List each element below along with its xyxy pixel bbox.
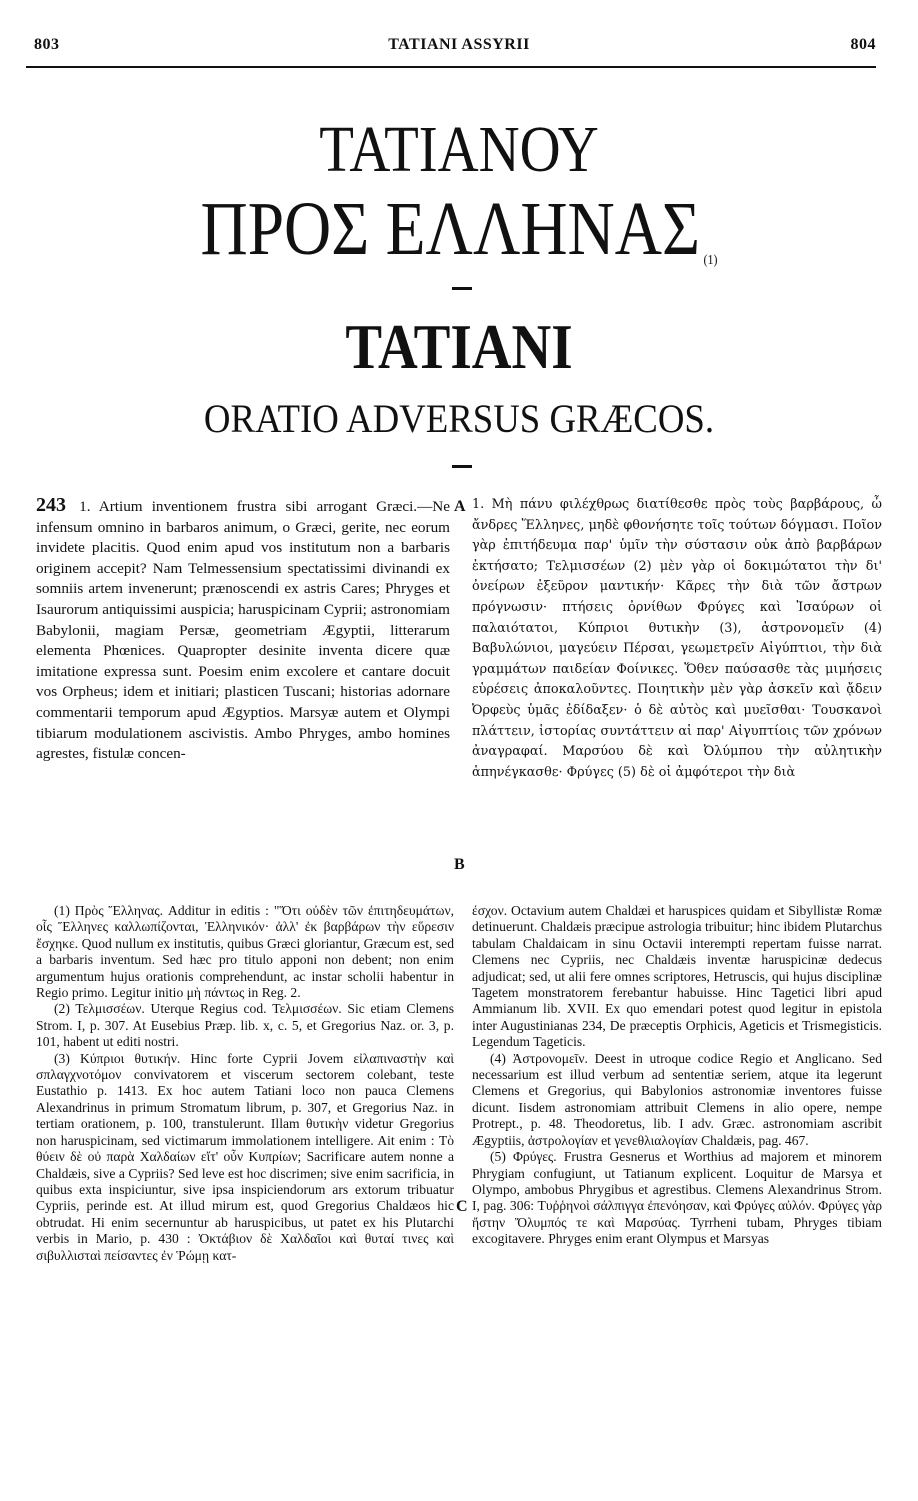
latin-text-column: [36, 495, 450, 765]
marker-b: B: [454, 856, 465, 873]
footnote: (4) Ἀστρονομεῖν. Deest in utroque codice Regio et Anglicano. Sed necessarium est illud verbum ad sententiæ seriem, atque ita legerunt Clemens et Gregorius, qui Babylonios astronomiæ inventores fuisse dicunt. Iisdem astronomiam attribuit Clemens in alio opere, nempe Protrept., p. 48. Theodoretus, lib. I adv. Græc. astronomiam ascribit Ægyptiis, ἀστρολογίαν et γενεθλιαλογίαν Chaldæis, pag. 467.: [472, 1050, 882, 1148]
latin-author-title: TATIANI: [345, 311, 573, 382]
footnote: (5) Φρύγες. Frustra Gesnerus et Worthius ad majorem et minorem Phrygiam confugiunt, ut Tatianum explicent. Loquitur de Marsya et Olympo, ambobus Phrygibus et agrestibus. Clemens Alexandrinus Strom. I, pag. 306: Τυῤῥηνοὶ σάλπιγγα ἐπενόησαν, καὶ Φρύγες αὐλόν. Φρύγες γὰρ ἤστην Ὄλυμπός τε καὶ Μαρσύας. Tyrrheni tubam, Phryges tibiam excogitavere. Phryges enim erant Olympus et Marsyas: [472, 1149, 882, 1247]
latin-paragraph: 1. Artium inventionem frustra sibi arrogant Græci.—Ne infensum omnino in barbaros animum, o Græci, gerite, nec eorum invidete placitis. Quod enim apud vos institutum non a barbaris originem accepit? Nam Telmessensium spectatissimi divinandi ex somniis artem invenerunt; prænoscendi ex astris Cares; Phryges et Isaurorum antiquissimi auspicia; haruspicinam Cyprii; astronomiam Babylonii, magiam Persæ, geometriam Ægyptii, litterarum elementa Phœnices. Quapropter desinite inventa dicere quæ imitatione expressa sunt. Poesim enim excolere et cantare docuit vos Orpheus; idem et initiari; plasticen Tuscani; historias adornare commentarii temporum apud Ægyptios. Marsyæ autem et Olympi tibiarum modulationem ascivistis. Ambo Phryges, ambo homines agrestes, fistulæ concen-: [36, 498, 450, 763]
footnotes-left: [36, 903, 454, 1264]
title-footnote-ref: (1): [703, 253, 718, 268]
header-rule: [26, 66, 876, 68]
greek-author-title: ΤΑΤΙΑΝΟΥ: [319, 113, 599, 186]
title-separator: [452, 287, 472, 290]
footnote: (3) Κύπριοι θυτικήν. Hinc forte Cyprii Jovem εἰλαπιναστὴν καὶ σπλαγχνοτόμον convivatorem et viscerum sectorem colebant, teste Eustathio p. 1413. Ex hoc autem Tatiani loco non pauca Clemens Alexandrinus in primum Stromatum librum, p. 307, et Gregorius Naz. in tertiam orationem, p. 100, transtulerunt. Illam θυτικὴν videtur Gregorius non haruspicinam, sed victimarum immolationem intelligere. Ait enim : Τὸ θύειν δὲ οὐ παρὰ Χαλδαίων εἴτ' οὖν Κυπρίων; Sacrificare autem nonne a Chaldæis, sive a Cypriis? Sed leve est hoc discrimen; sive enim sacrificia, in quibus exta inspiciuntur, sive ipsa inspiciendorum ars extorum tribuatur Cypriis, perinde est. At illud mirum est, quod Gregorius Chaldæos hic obtrudat. Hi enim secernuntur ab haruspicibus, ut patet ex his Plutarchi verbis in Mario, p. 430 : Ὀκτάβιον δὲ Χαλδαῖοι καὶ θυταί τινες καὶ σιβυλλισταὶ πείσαντες ἐν Ῥώμῃ κατ-: [36, 1050, 454, 1263]
footnote: (2) Τελμισσέων. Uterque Regius cod. Τελμισσέων. Sic etiam Clemens Strom. I, p. 307. At Eusebius Præp. lib. x, c. 5, et Gregorius Naz. or. 3, p. 101, habent ut editi nostri.: [36, 1001, 454, 1050]
footnote-continuation: έσχον. Octavium autem Chaldæi et haruspices quidam et Sibyllistæ Romæ detinuerunt. Chaldæis præcipue astrologia tribuitur; hinc ibidem Plutarchus tabulam Chaldaicam in sinu Octavii interempti repertam fuisse narrat. Clemens nec Cypriis, nec Chaldæis inventæ haruspicinæ dedecus adjudicat; sed, ut alii fere omnes scriptores, Hetruscis, qui hujus disciplinæ Tagetem monstratorem ferebantur habuisse. Hinc Tagetici libri apud Ammianum lib. XVII. Ex quo emendari potest quod legitur in epistola inter Augustinianas 234, De præceptis Orphicis, Ageticis et Trismegisticis. Legendum Tageticis.: [472, 903, 883, 1050]
greek-work-title-text: ΠΡΟΣ ΕΛΛΗΝΑΣ: [200, 187, 701, 271]
margin-number: 243: [36, 494, 66, 516]
greek-work-title: [64, 186, 853, 273]
footnote: (1) Πρὸς Ἕλληνας. Additur in editis : "Ὅτι οὐδὲν τῶν ἐπιτηδευμάτων, οἷς Ἕλληνες καλλωπίζονται, Ἑλληνικόν· ἀλλ' ἐκ βαρβάρων τὴν εὕρεσιν ἔσχηκε. Quod nullum ex institutis, quibus Græci gloriantur, Græcum est, sed a barbaris inventum. Sed hæc pro titulo apponi non debent; non enim argumentum hujus orationis comprehendunt, ac instar scholii habentur in Regio primo. Legitur initio μὴ πάντως in Reg. 2.: [36, 903, 454, 1001]
marker-a: A: [454, 498, 466, 515]
marker-c: C: [456, 1198, 468, 1215]
title-separator-2: [452, 465, 472, 468]
footnotes-right: [472, 903, 882, 1248]
greek-text-column: 1. Μὴ πάνυ φιλέχθρως διατίθεσθε πρὸς τοὺς βαρβάρους, ὦ ἄνδρες Ἕλληνες, μηδὲ φθονήσητε τοῖς τούτων δόγμασι. Ποῖον γὰρ ἐπιτήδευμα παρ' ὑμῖν τὴν σύστασιν οὐκ ἀπὸ βαρβάρων ἐκτήσατο; Τελμισσέων (2) μὲν γὰρ οἱ δοκιμώτατοι τὴν δι' ὀνείρων ἐξεῦρον μαντικήν· Κᾶρες τὴν διὰ τῶν ἄστρων πρόγνωσιν· πτήσεις ὀρνίθων Φρύγες καὶ Ἰσαύρων οἱ παλαιότατοι, Κύπριοι θυτικὴν (3), ἀστρονομεῖν (4) Βαβυλώνιοι, μαγεύειν Πέρσαι, γεωμετρεῖν Αἰγύπτιοι, τὴν διὰ γραμμάτων παιδείαν Φοίνικες. Ὅθεν παύσασθε τὰς μιμήσεις εὑρέσεις ἀποκαλοῦντες. Ποιητικὴν μὲν γὰρ ἀσκεῖν καὶ ᾄδειν Ὀρφεὺς ὑμᾶς ἐδίδαξεν· ὁ δὲ αὐτὸς καὶ μυεῖσθαι· Τουσκανοὶ πλάττειν, ἱστορίας συντάττειν αἱ παρ' Αἰγυπτίοις τῶν χρόνων ἀναγραφαί. Μαρσύου δὲ καὶ Ὀλύμπου τὴν αὐλητικὴν ἀπηνέγκασθε· Φρύγες (5) δὲ οἱ ἀμφότεροι τὴν διὰ: [472, 497, 882, 780]
running-title: TATIANI ASSYRII: [388, 36, 530, 53]
latin-work-title: ORATIO ADVERSUS GRÆCOS.: [203, 396, 715, 441]
running-header: [0, 36, 918, 58]
right-page-number: 804: [850, 36, 876, 53]
left-page-number: 803: [34, 36, 60, 53]
